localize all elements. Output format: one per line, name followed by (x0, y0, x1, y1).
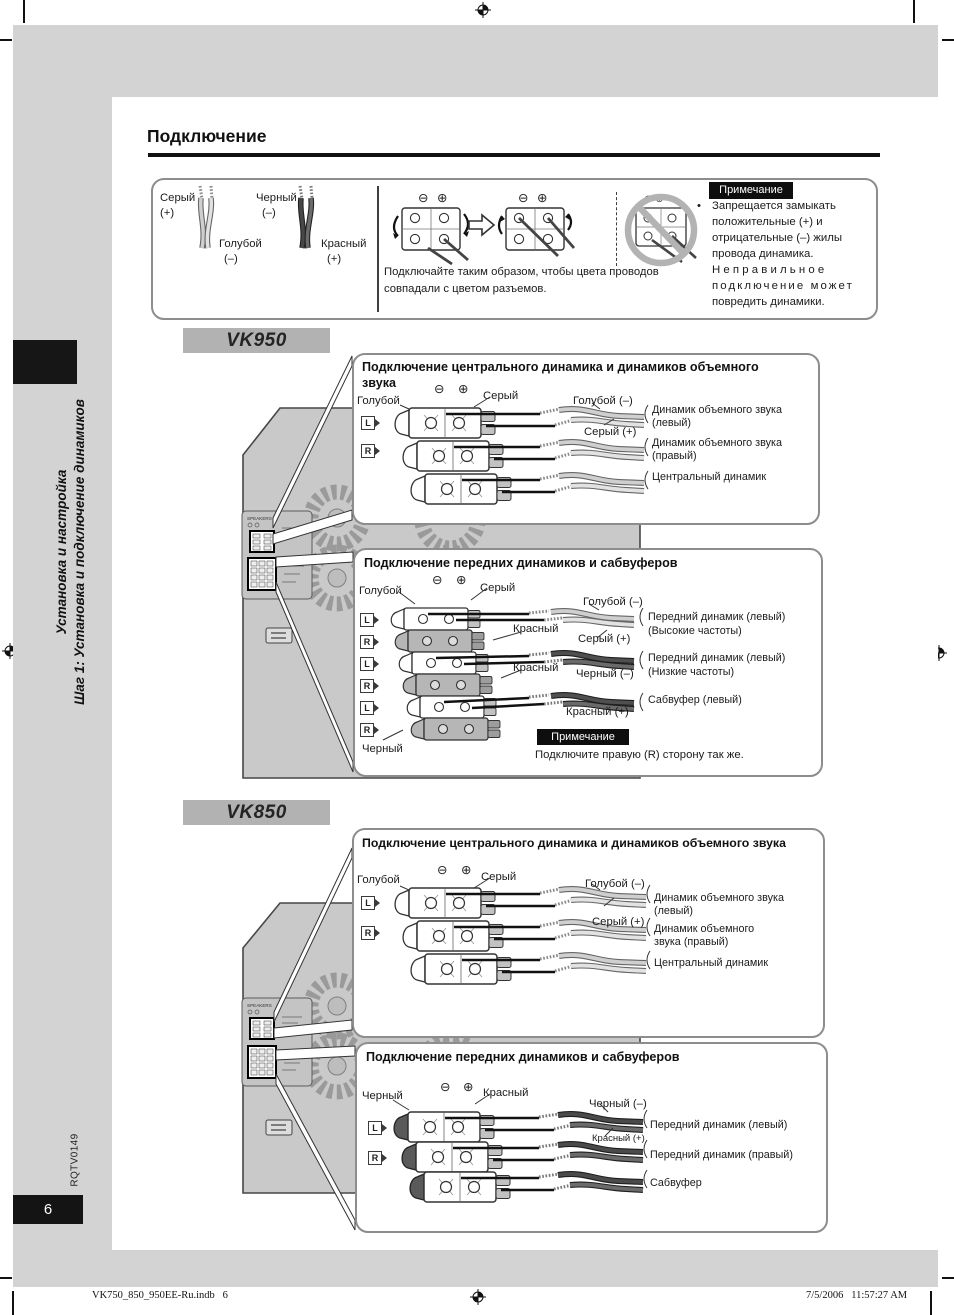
minus-terminal-icon: ⊖ (440, 1080, 451, 1094)
plus-terminal-icon: ⊕ (463, 1080, 474, 1094)
sidebar-line1: Установка и настройка (54, 469, 69, 635)
r-badge: R (360, 679, 374, 693)
vk950-box2-out1b: (Высокие частоты) (648, 625, 742, 637)
note-bullet: • (697, 200, 701, 212)
l-badge: L (360, 701, 374, 715)
vk850-box2-title: Подключение передних динамиков и сабвуферов (366, 1050, 680, 1064)
note-line: повредить динамики. (712, 296, 825, 308)
plus-terminal-icon: ⊕ (437, 191, 448, 205)
vk950-box2-gray-plus: Серый (+) (578, 633, 631, 645)
vk950-box1-gray-plus: Серый (+) (584, 426, 637, 438)
note-line: положительные (+) и (712, 216, 823, 228)
vk850-box2-out2: Передний динамик (правый) (650, 1149, 793, 1161)
wire-gray-sign: (+) (160, 207, 175, 219)
vk950-box2-red-label-top: Красный (513, 623, 559, 635)
vk950-box1-out1a: Динамик объемного звука (652, 404, 782, 416)
vk950-box1-blue-minus: Голубой (–) (573, 395, 633, 407)
note-line: провода динамика. (712, 248, 814, 260)
page-title: Подключение (147, 126, 267, 146)
note-line: Н е п р а в и л ь н о е (712, 264, 825, 276)
wire-black-sign: (–) (262, 207, 276, 219)
plus-terminal-icon: ⊕ (537, 191, 548, 205)
wire-gray-label: Серый (160, 192, 196, 204)
vk950-box1-blue-label: Голубой (357, 395, 400, 407)
svg-text:⊖ ⊕: ⊖ ⊕ (644, 194, 664, 205)
r-badge: R (360, 635, 374, 649)
r-badge: R (361, 444, 375, 458)
vk950-box1-gray-label: Серый (483, 390, 519, 402)
l-badge: L (360, 657, 374, 671)
vk950-box1-title-line1: Подключение центрального динамика и динамиков объемного (362, 360, 759, 374)
wrong-connection-illustration (622, 188, 702, 272)
vk950-box2-out3: Сабвуфер (левый) (648, 694, 742, 706)
note-line: подключение может (712, 280, 854, 292)
plus-terminal-icon: ⊕ (461, 863, 472, 877)
registration-mark-icon (475, 2, 491, 18)
vk850-box2-out1: Передний динамик (левый) (650, 1119, 788, 1131)
vk950-box1-out1b: (левый) (652, 417, 692, 429)
vk950-box2-black-label: Черный (362, 743, 403, 755)
title-underline (148, 153, 880, 157)
note-line: Запрещается замыкать (712, 200, 836, 212)
l-badge: L (361, 896, 375, 910)
r-badge: R (368, 1151, 382, 1165)
terminal-connect-step2-illustration (496, 204, 578, 266)
vk950-box1-out3: Центральный динамик (652, 471, 767, 483)
chapter-tab (13, 340, 77, 384)
crop-mark (23, 0, 25, 23)
crop-mark (930, 1291, 932, 1315)
l-badge: L (361, 416, 375, 430)
r-badge: R (361, 926, 375, 940)
vk950-box1-out2b: (правый) (652, 450, 697, 462)
wire-red-label: Красный (321, 238, 367, 250)
vk850-box1-blue-label: Голубой (357, 874, 400, 886)
vk950-box1-out2a: Динамик объемного звука (652, 437, 782, 449)
wire-blue-sign: (–) (224, 253, 238, 265)
vk950-box2-out2a: Передний динамик (левый) (648, 652, 786, 664)
minus-terminal-icon: ⊖ (432, 573, 443, 587)
footer-filename: VK750_850_950EE-Ru.indb 6 (92, 1290, 228, 1301)
vk850-box2-red-plus: Красный (+) (592, 1133, 645, 1144)
vk850-box1-blue-minus: Голубой (–) (585, 878, 645, 890)
sidebar-line2: Шаг 1: Установка и подключение динамиков (72, 399, 87, 705)
wire-red-sign: (+) (327, 253, 342, 265)
vk850-box2-out3: Сабвуфер (650, 1177, 702, 1189)
crop-mark (913, 0, 915, 23)
vk850-box2-black-label: Черный (362, 1090, 403, 1102)
caption-line1: Подключайте таким образом, чтобы цвета проводов (384, 266, 659, 278)
vk850-box1-out2b: звука (правый) (654, 936, 729, 948)
crop-mark (0, 39, 12, 41)
vk950-box2-black-minus: Черный (–) (576, 668, 634, 680)
vk850-box2-red-label: Красный (483, 1087, 529, 1099)
plus-terminal-icon: ⊕ (456, 573, 467, 587)
model-badge-vk950: VK950 (183, 328, 330, 353)
arrow-right-icon (468, 213, 496, 237)
note-badge: Примечание (709, 182, 793, 199)
vk950-box1-title-line2: звука (362, 376, 396, 390)
crop-mark (12, 1291, 14, 1315)
crop-mark (942, 39, 954, 41)
vk950-box2-blue-label: Голубой (359, 585, 402, 597)
vk850-box1-gray-label: Серый (481, 871, 517, 883)
divider (377, 186, 379, 312)
vk850-box1-title: Подключение центрального динамика и динамиков объемного звука (362, 836, 786, 850)
crop-mark (942, 1277, 954, 1279)
page-number: 6 (43, 1201, 53, 1218)
dashed-divider (616, 192, 617, 266)
svg-text:SPEAKERS: SPEAKERS (247, 516, 272, 521)
vk950-box2-title: Подключение передних динамиков и сабвуферов (364, 556, 678, 570)
vk850-box1-out2a: Динамик объемного (654, 923, 755, 935)
vk950-box2-out1a: Передний динамик (левый) (648, 611, 786, 623)
vk950-box2-note-badge: Примечание (537, 729, 629, 745)
vk850-box1-out1a: Динамик объемного звука (654, 892, 784, 904)
l-badge: L (360, 613, 374, 627)
terminal-connect-step1-illustration (392, 204, 474, 266)
vk850-box1-gray-plus: Серый (+) (592, 916, 645, 928)
minus-terminal-icon: ⊖ (434, 382, 445, 396)
svg-text:SPEAKERS: SPEAKERS (247, 1003, 272, 1008)
minus-terminal-icon: ⊖ (437, 863, 448, 877)
vk950-box2-red-plus: Красный (+) (566, 706, 629, 718)
plus-terminal-icon: ⊕ (458, 382, 469, 396)
vk850-box1-out1b: (левый) (654, 905, 694, 917)
vk850-box1-out3: Центральный динамик (654, 957, 769, 969)
model-badge-vk850: VK850 (183, 800, 330, 825)
caption-line2: совпадали с цветом разъемов. (384, 283, 547, 295)
vk950-box2-out2b: (Низкие частоты) (648, 666, 735, 678)
vk950-box2-red-label-mid: Красный (513, 662, 559, 674)
minus-terminal-icon: ⊖ (518, 191, 529, 205)
vk950-box2-note-text: Подключите правую (R) сторону так же. (535, 749, 744, 761)
vk850-box2-black-minus: Черный (–) (589, 1098, 647, 1110)
vk950-box2-gray-label: Серый (480, 582, 516, 594)
minus-terminal-icon: ⊖ (418, 191, 429, 205)
crop-mark (0, 1277, 12, 1279)
page-number-badge (13, 1195, 83, 1224)
wire-blue-label: Голубой (219, 238, 262, 250)
l-badge: L (368, 1121, 382, 1135)
r-badge: R (360, 723, 374, 737)
registration-mark-icon (470, 1289, 486, 1305)
note-line: отрицательные (–) жилы (712, 232, 843, 244)
vk950-box2-blue-minus: Голубой (–) (583, 596, 643, 608)
wire-black-label: Черный (256, 192, 297, 204)
manual-page: Установка и настройка Шаг 1: Установка и подключение динамиков RQTV0149 6 Подключение Серый (+) Голубой (–) Черный (–) Красный (+) ⊖ ⊕ ⊖ ⊕ Подключайте таким образом, чтобы цвета проводов совпадали с цветом разъемов. ⊖ ⊕ Примечание • Запрещается замыкать положительные (+) и отрицательные (–) жилы провода динамика. Н е п р а в и л ь н о е подключение может повредить динамики. VK950 SPEAKERS Подключение центрального динамика и динамиков объемного звука Голубой ⊖ ⊕ Серый L R Голубой (–) Серый (+) Динамик объемного звука (левый) Динамик объемного звука (правый) Центральный динамик Подключение передних динамиков и сабвуферов Голубой ⊖ ⊕ Серый L R L R L R Голубой (–) Серый (+) Красный Красный Черный (–) Красный (+) Черный Передний динамик (левый) (Высокие частоты) Передний динамик (левый) (Низкие частоты) Сабвуфер (левый) Примечание Подключите правую (R) сторону так же. VK850 SPEAKERS Подключение центрального динамика и динамиков объемного звука Голубой ⊖ ⊕ Серый L R Голубой (–) Серый (+) Динамик объемного звука (левый) Динамик объемного звука (правый) Центральный динамик Подключение передних динамиков и сабвуферов Черный ⊖ ⊕ Красный L R Черный (–) Красный (+) Передний динамик (левый) Передний динамик (правый) Сабвуфер VK750_850_950EE-Ru.indb 6 7/5/2006 11:57:27 AM (0, 0, 954, 1315)
footer-timestamp: 7/5/2006 11:57:27 AM (806, 1290, 908, 1301)
